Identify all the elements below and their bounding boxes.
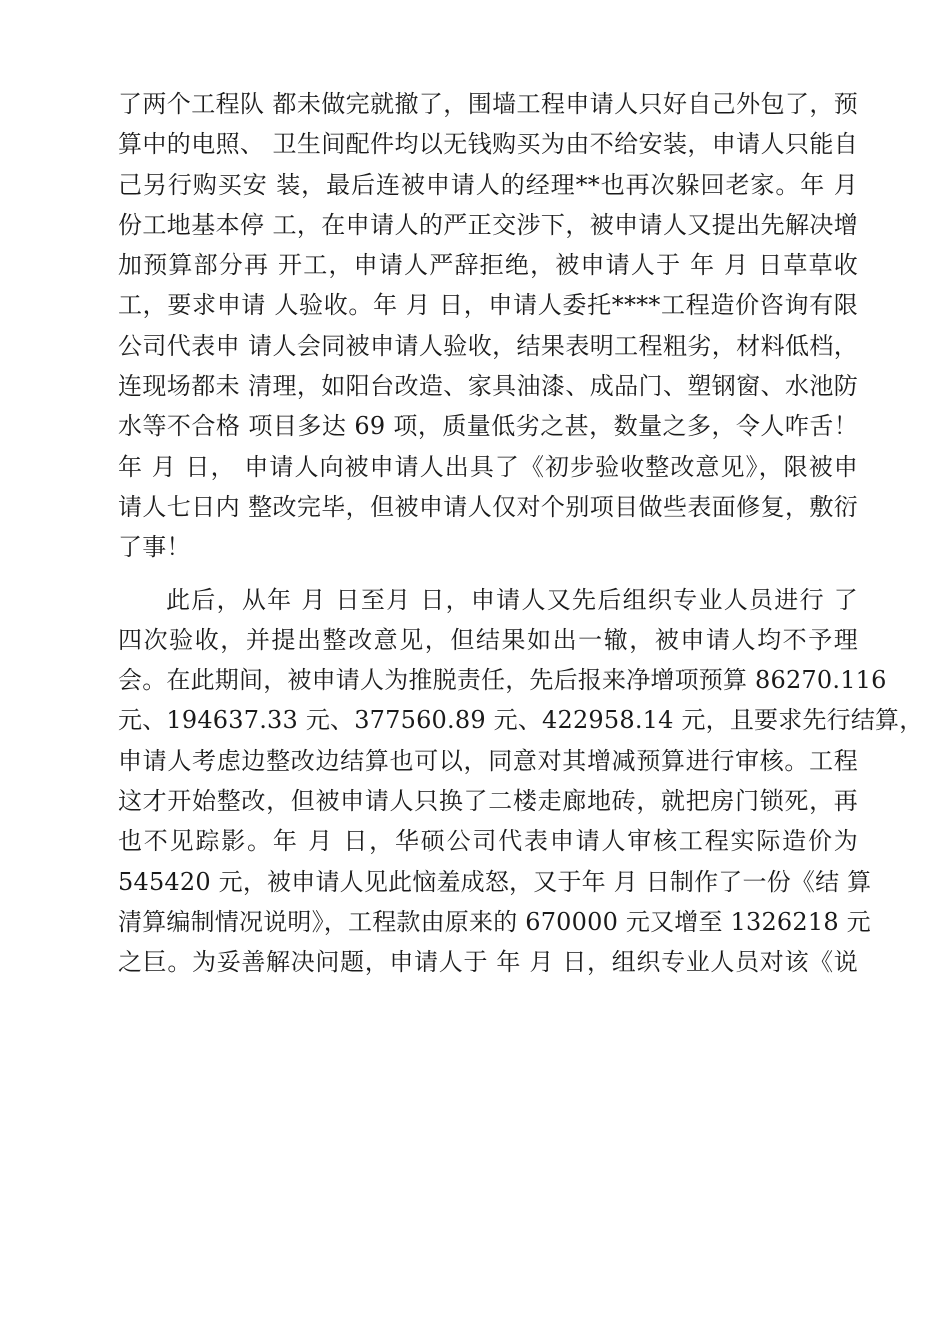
text-line: 请人七日内 整改完毕，但被申请人仅对个别项目做些表面修复，敷衍 [118, 492, 858, 521]
text-line: 了事！ [118, 533, 191, 562]
text-line: 加预算部分再 开工，申请人严辞拒绝，被申请人于 年 月 日草草收 [118, 251, 858, 280]
text-line: 申请人考虑边整改边结算也可以，同意对其增减预算进行审核。工程 [118, 746, 858, 775]
text-line: 这才开始整改，但被申请人只换了二楼走廊地砖，就把房门锁死，再 [118, 787, 858, 816]
text-line: 算中的电照、 卫生间配件均以无钱购买为由不给安装，申请人只能自 [118, 130, 858, 159]
document-body [118, 84, 924, 983]
text-line: 会。在此期间，被申请人为推脱责任，先后报来净增项预算 86270.116 [118, 666, 887, 695]
text-line: 四次验收，并提出整改意见，但结果如出一辙，被申请人均不予理 [118, 625, 858, 654]
text-line: 工，要求申请 人验收。年 月 日，申请人委托****工程造价咨询有限 [118, 291, 858, 320]
text-line: 了两个工程队 都未做完就撤了，围墙工程申请人只好自己外包了，预 [118, 90, 858, 118]
text-line: 元、194637.33 元、377560.89 元、422958.14 元，且要求先行结算， [118, 706, 924, 735]
text-line: 公司代表申 请人会同被申请人验收，结果表明工程粗劣，材料低档， [118, 331, 858, 360]
text-line: 清算编制情况说明》，工程款由原来的 670000 元又增至 1326218 元 [118, 907, 871, 936]
text-line: 此后，从年 月 日至月 日，申请人又先后组织专业人员进行 了 [166, 585, 858, 614]
paragraph-1 [118, 84, 858, 568]
text-line: 545420 元，被申请人见此恼羞成怒，又于年 月 日制作了一份《结 算 [118, 867, 872, 896]
text-line: 水等不合格 项目多达 69 项，质量低劣之甚，数量之多，令人咋舌！ [118, 412, 858, 441]
paragraph-2 [118, 580, 924, 983]
text-line: 份工地基本停 工，在申请人的严正交涉下，被申请人又提出先解决增 [118, 210, 858, 239]
text-line: 连现场都未 清理，如阳台改造、家具油漆、成品门、塑钢窗、水池防 [118, 372, 858, 401]
text-line: 年 月 日， 申请人向被申请人出具了《初步验收整改意见》，限被申 [118, 452, 858, 481]
text-line: 之巨。为妥善解决问题，申请人于 年 月 日，组织专业人员对该《说 [118, 948, 858, 977]
text-line: 也不见踪影。年 月 日，华硕公司代表申请人审核工程实际造价为 [118, 827, 858, 856]
text-line: 己另行购买安 装，最后连被申请人的经理**也再次躲回老家。年 月 [118, 170, 858, 199]
